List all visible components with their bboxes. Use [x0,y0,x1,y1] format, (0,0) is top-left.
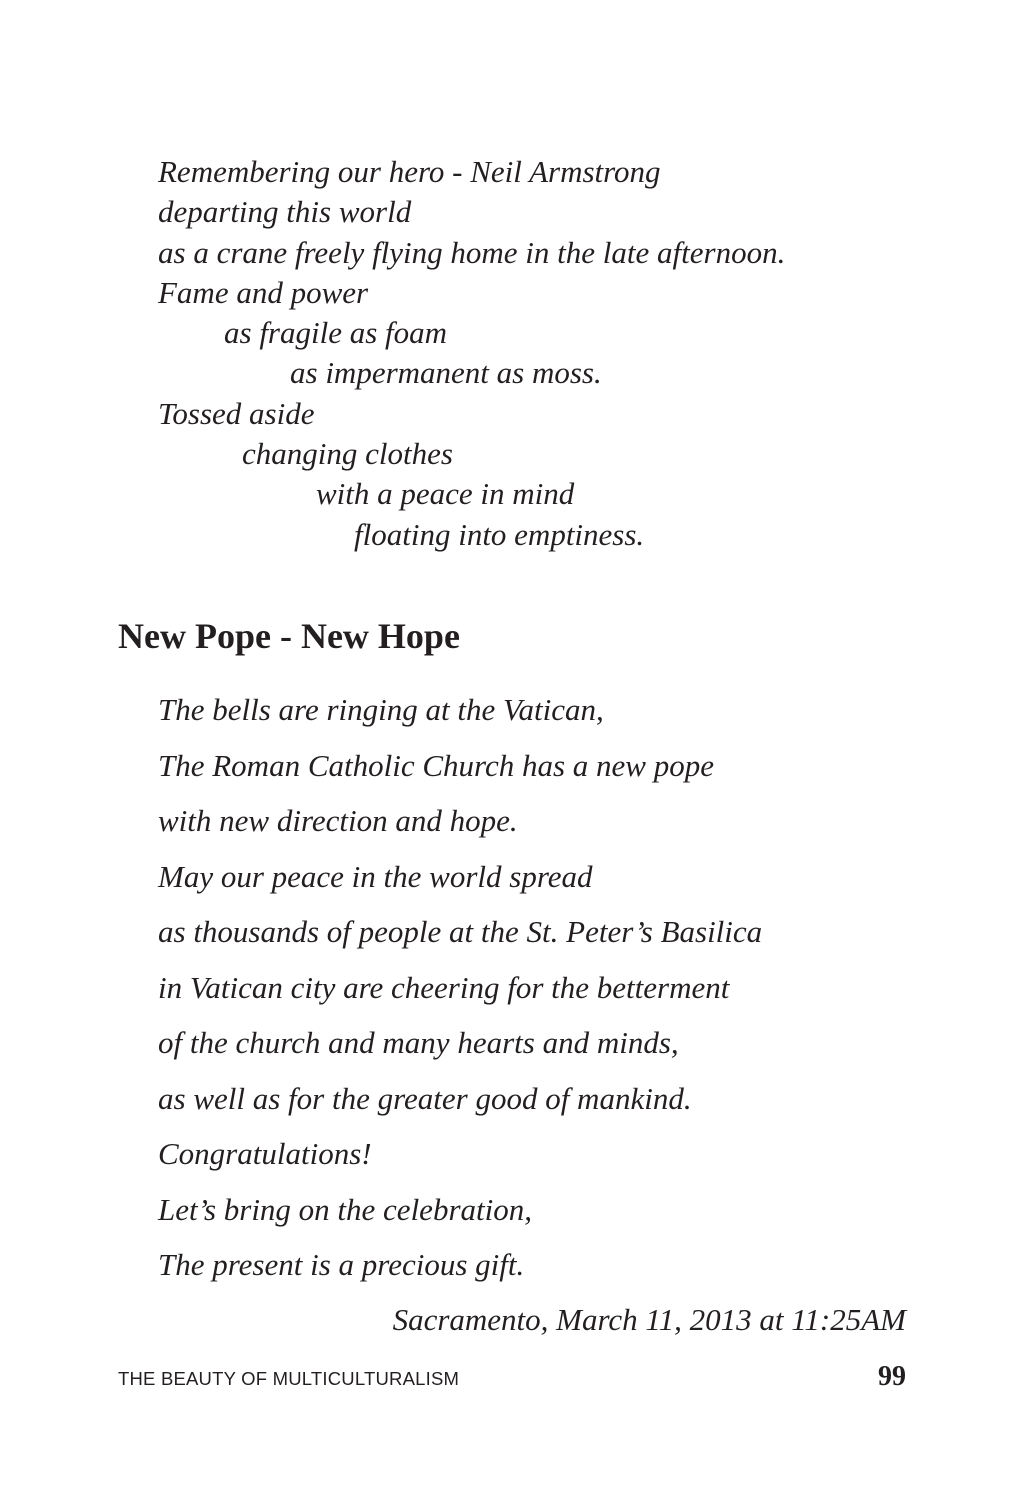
poem-line: with new direction and hope. [158,803,518,838]
poem-line: The bells are ringing at the Vatican, [158,692,604,727]
poem-line: as fragile as foam [224,315,448,351]
poem-line: as impermanent as moss. [290,355,602,391]
poem-line: of the church and many hearts and minds, [158,1025,679,1060]
poem-line: Remembering our hero - Neil Armstrong [158,154,661,189]
poem-title: New Pope - New Hope [118,616,460,656]
poem-line: Let’s bring on the celebration, [158,1191,532,1227]
poem-line: with a peace in mind [316,476,575,512]
poem-line: departing this world [158,194,412,230]
poem-line: May our peace in the world spread [158,858,593,894]
poem-line: Congratulations! [158,1136,372,1171]
poem-line: The Roman Catholic Church has a new pope [158,747,714,783]
poem-armstrong [158,152,785,555]
poem-new-pope [158,682,762,1293]
poem-line: Tossed aside [158,395,315,431]
poem-line: as well as for the greater good of mankind. [158,1080,692,1116]
poem-line: floating into emptiness. [354,516,645,552]
poem-line: in Vatican city are cheering for the betterment [158,969,730,1005]
poem-line: The present is a precious gift. [158,1247,525,1282]
poem-line: as thousands of people at the St. Peter’s Basilica [158,914,763,949]
page-number: 99 [878,1361,906,1392]
poem-line: as a crane freely flying home in the late afternoon. [158,234,786,270]
poem-line: changing clothes [242,436,453,472]
running-footer-title: THE BEAUTY OF MULTICULTURALISM [118,1368,460,1389]
poem-line: Fame and power [158,274,369,310]
poem-signature: Sacramento, March 11, 2013 at 11:25AM [392,1302,906,1337]
